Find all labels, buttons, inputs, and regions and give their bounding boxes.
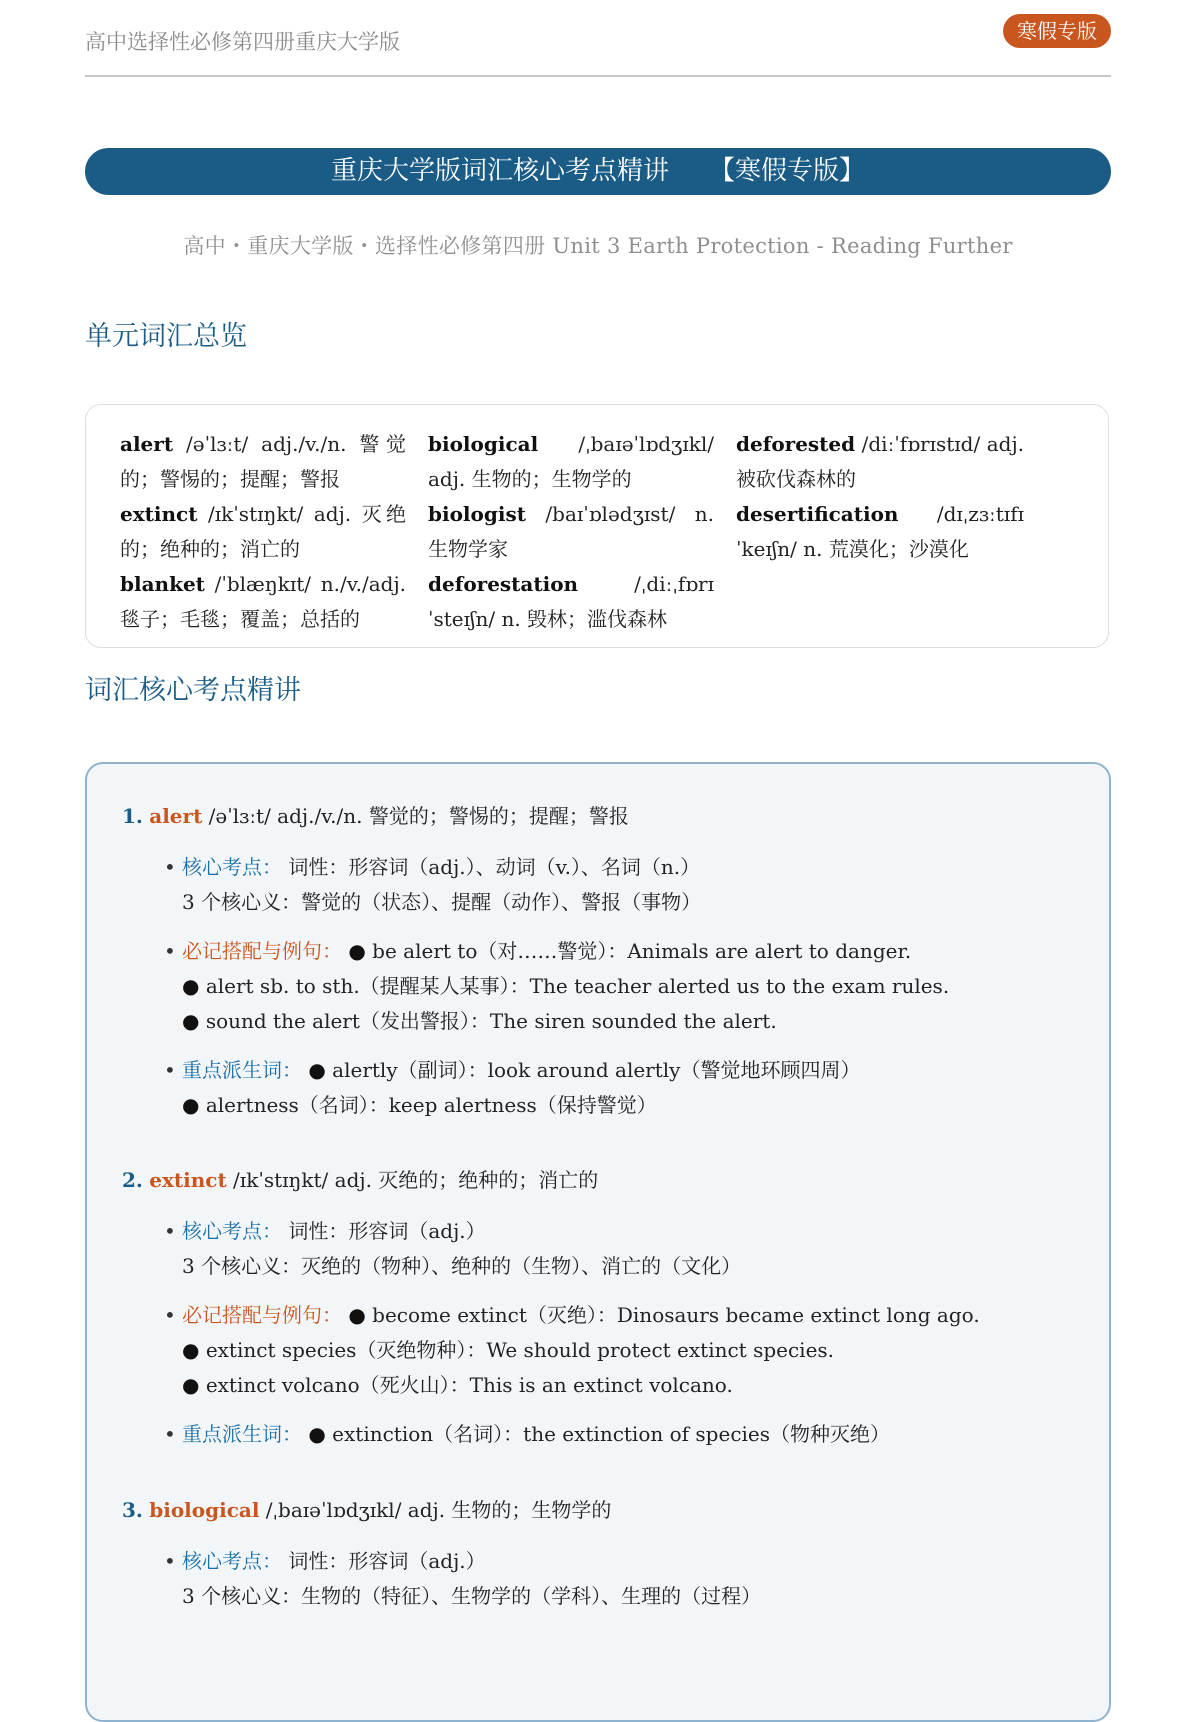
item-heading: 3. biological /ˌbaɪəˈlɒdʒɪkl/ adj. 生物的；生物学的 — [122, 1498, 612, 1522]
banner-title: 重庆大学版词汇核心考点精讲 — [330, 156, 669, 186]
vocab-entry: extinct /ɪkˈstɪŋkt/ adj. 灭绝的；绝种的；消亡的 — [120, 502, 406, 561]
overview-column-3 — [736, 427, 1024, 567]
vocab-entry: deforested /diːˈfɒrɪstɪd/ adj. 被砍伐森林的 — [736, 432, 1024, 491]
item-heading: 2. extinct /ɪkˈstɪŋkt/ adj. 灭绝的；绝种的；消亡的 — [122, 1168, 599, 1192]
vocab-entry: biologist /baɪˈɒlədʒɪst/ n. 生物学家 — [428, 502, 714, 561]
vocab-overview-box — [85, 404, 1109, 648]
vocab-entry: deforestation /ˌdiːˌfɒrɪˈsteɪʃn/ n. 毁林；滥伐森林 — [428, 572, 714, 631]
overview-column-2 — [428, 427, 714, 637]
core-points-box — [85, 762, 1111, 1722]
key-points: • 核心考点： 词性：形容词（adj.）、动词（v.）、名词（n.） 3 个核心义：警觉的（状态）、提醒（动作）、警报（事物） — [164, 855, 702, 914]
key-points: • 核心考点： 词性：形容词（adj.） 3 个核心义：生物的（特征）、生物学的（学科）、生理的（过程） — [164, 1549, 762, 1608]
item-word: alert — [149, 804, 203, 828]
vocab-entry: alert /əˈlɜːt/ adj./v./n. 警觉的；警惕的；提醒；警报 — [120, 432, 406, 491]
vocab-item-extinct — [122, 1162, 1072, 1452]
item-heading: 1. alert /əˈlɜːt/ adj./v./n. 警觉的；警惕的；提醒；警报 — [122, 804, 629, 828]
collocations: • 必记搭配与例句： ● be alert to（对……警觉）：Animals are alert to danger. ● alert sb. to sth.（提醒某人某事）：The teacher alerted us to the exam rules. ● sound the alert（发出警报）：The siren sounded the alert. — [164, 939, 950, 1033]
banner-tag: 【寒假专版】 — [709, 156, 866, 186]
vocab-entry: blanket /ˈblæŋkɪt/ n./v./adj. 毯子；毛毯；覆盖；总括的 — [120, 572, 406, 631]
vocab-item-biological — [122, 1492, 1072, 1614]
key-points: • 核心考点： 词性：形容词（adj.） 3 个核心义：灭绝的（物种）、绝种的（生物）、消亡的（文化） — [164, 1219, 742, 1278]
vocab-entry: biological /ˌbaɪəˈlɒdʒɪkl/ adj. 生物的；生物学的 — [428, 432, 714, 491]
overview-heading: 单元词汇总览 — [85, 321, 247, 352]
collocations: • 必记搭配与例句： ● become extinct（灭绝）：Dinosaurs became extinct long ago. ● extinct species（灭绝物种）：We should protect extinct species. ● extinct volcano（死火山）：This is an extinct volcano. — [164, 1303, 980, 1397]
derivatives: • 重点派生词： ● alertly（副词）：look around alertly（警觉地环顾四周） ● alertness（名词）：keep alertness（保持警觉） — [164, 1058, 861, 1117]
derivatives: • 重点派生词： ● extinction（名词）：the extinction of species（物种灭绝） — [164, 1422, 891, 1446]
overview-column-1 — [120, 427, 406, 637]
header-title: 高中选择性必修第四册重庆大学版 — [85, 30, 400, 54]
subtitle: 高中・重庆大学版・选择性必修第四册 Unit 3 Earth Protection - Reading Further — [183, 234, 1013, 258]
vocab-entry: desertification /dɪˌzɜːtɪfɪˈkeɪʃn/ n. 荒漠化；沙漠化 — [736, 502, 1024, 561]
vocab-item-alert — [122, 798, 1072, 1123]
core-heading: 词汇核心考点精讲 — [85, 675, 301, 706]
item-word: biological — [149, 1498, 260, 1522]
title-banner — [85, 148, 1111, 195]
item-word: extinct — [149, 1168, 227, 1192]
edition-badge: 寒假专版 — [1003, 14, 1111, 48]
page-header — [85, 0, 1111, 77]
